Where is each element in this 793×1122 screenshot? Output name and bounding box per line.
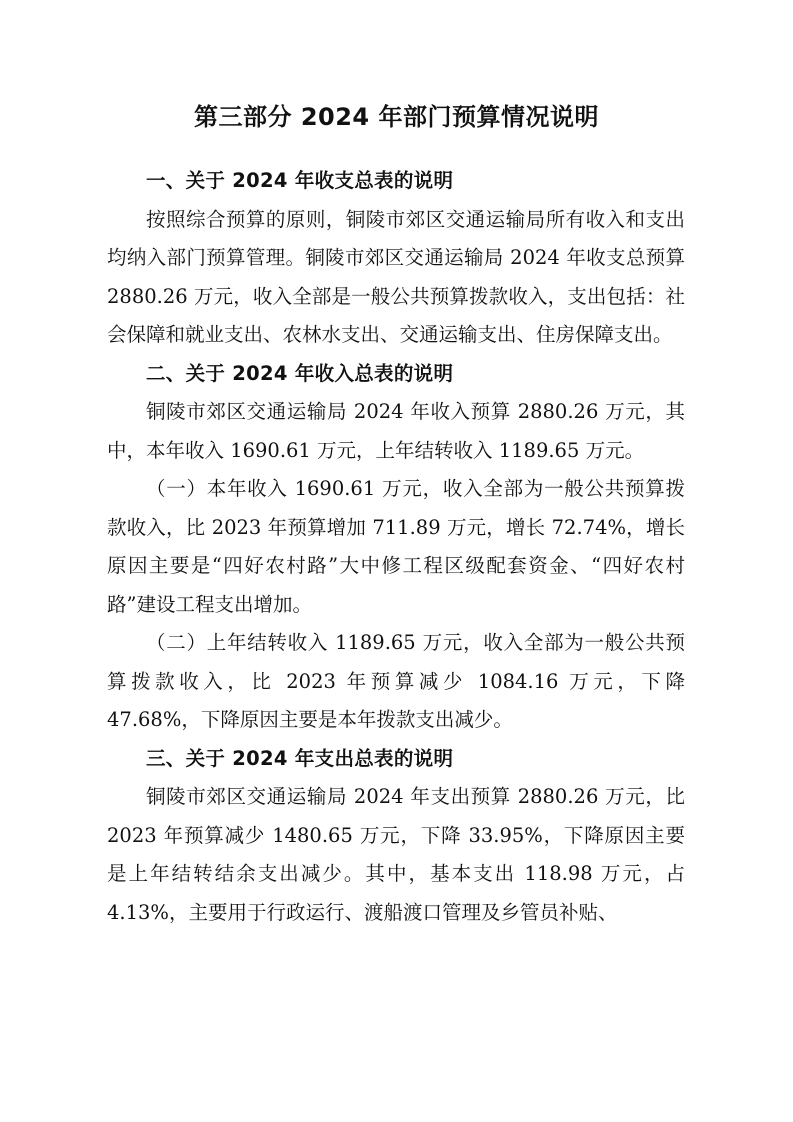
section-heading-3: 三、关于 2024 年支出总表的说明	[146, 746, 454, 770]
section-heading-2: 二、关于 2024 年收入总表的说明	[146, 361, 454, 385]
page-title: 第三部分 2024 年部门预算情况说明	[193, 103, 599, 131]
paragraph: 铜陵市郊区交通运输局 2024 年收入预算 2880.26 万元，其中，本年收入 1690.61 万元，上年结转收入 1189.65 万元。	[107, 400, 685, 462]
paragraph: （一）本年收入 1690.61 万元，收入全部为一般公共预算拨款收入，比 2023 年预算增加 711.89 万元，增长 72.74%，增长原因主要是“四好农村路”大中修工程区级配套资金、“四好农村路”建设工程支出增加。	[107, 477, 685, 616]
section-heading-1: 一、关于 2024 年收支总表的说明	[146, 169, 454, 192]
paragraph: （二）上年结转收入 1189.65 万元，收入全部为一般公共预算拨款收入，比 2023 年预算减少 1084.16 万元，下降 47.68%，下降原因主要是本年拨款支出减少。	[107, 631, 685, 731]
paragraph: 铜陵市郊区交通运输局 2024 年支出预算 2880.26 万元，比 2023 年预算减少 1480.65 万元，下降 33.95%，下降原因主要是上年结转结余支出减少。其中，基本支出 118.98 万元，占 4.13%，主要用于行政运行、渡船渡口管理及乡管员补贴、	[107, 785, 685, 924]
document-body	[107, 162, 685, 932]
paragraph: 按照综合预算的原则，铜陵市郊区交通运输局所有收入和支出均纳入部门预算管理。铜陵市郊区交通运输局 2024 年收支总预算 2880.26 万元，收入全部是一般公共预算拨款收入，支出包括：社会保障和就业支出、农林水支出、交通运输支出、住房保障支出。	[107, 207, 685, 346]
